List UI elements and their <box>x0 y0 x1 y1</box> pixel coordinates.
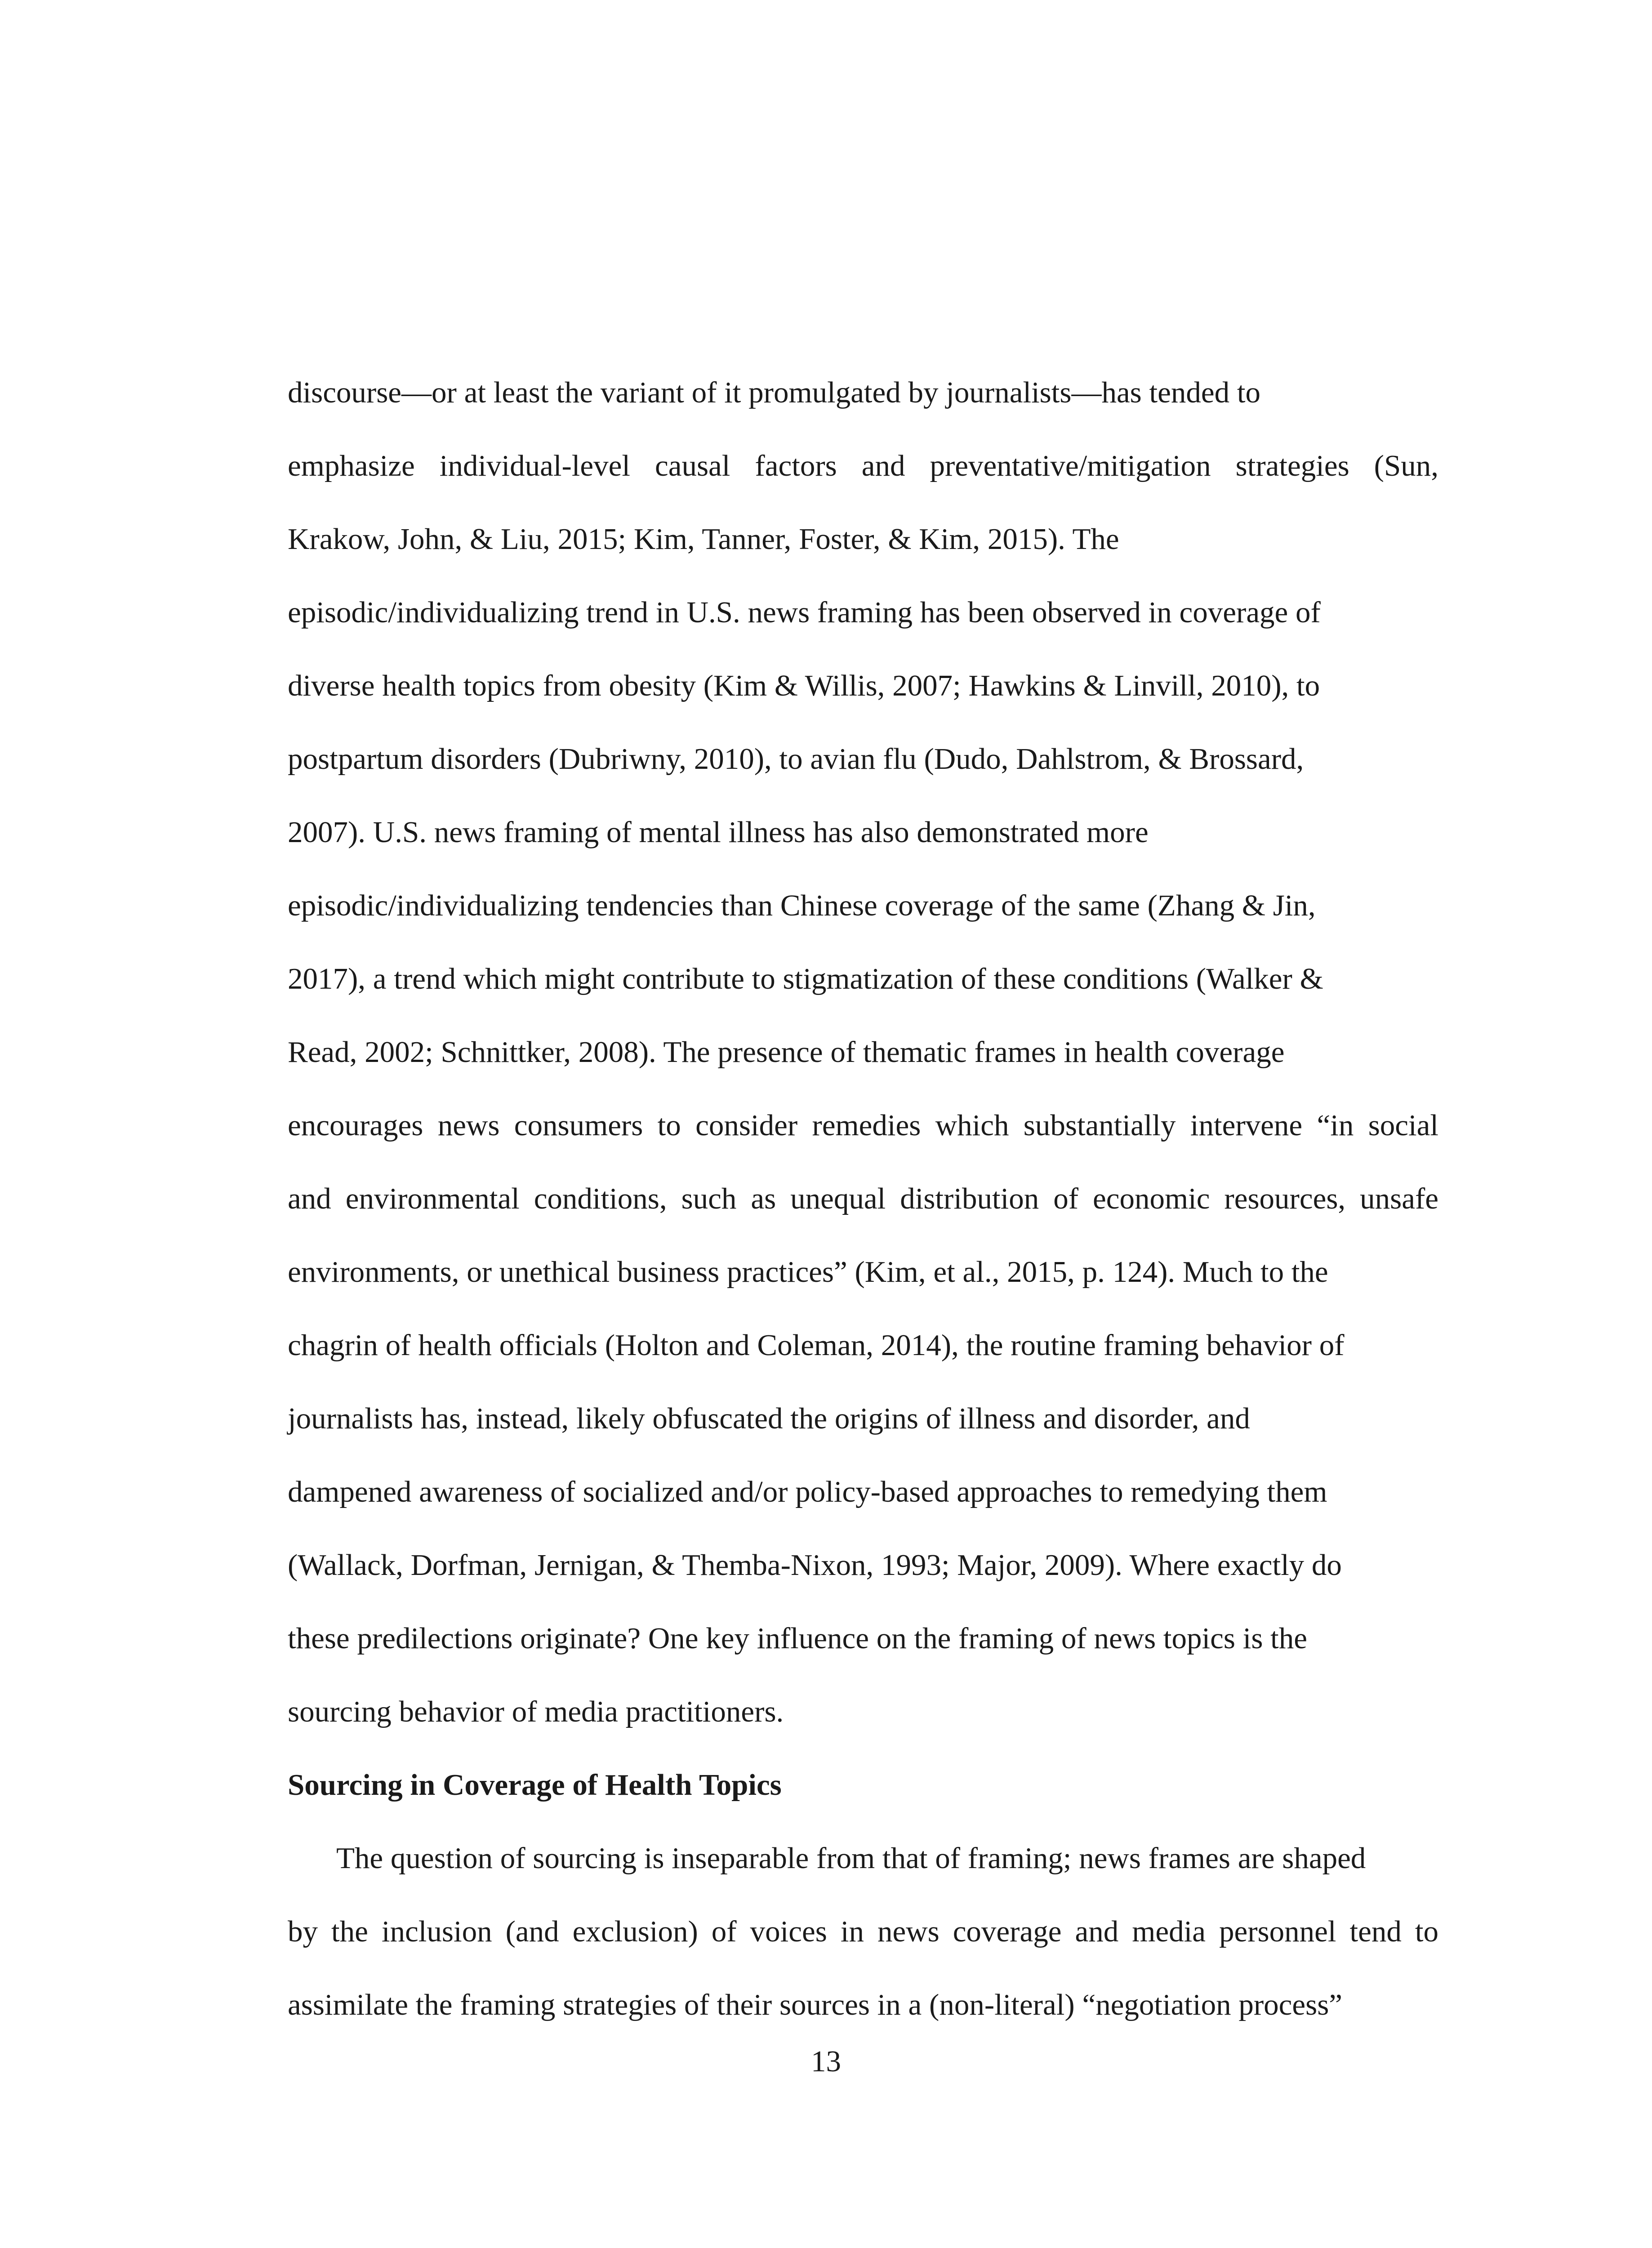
text-line: sourcing behavior of media practitioners. <box>288 1695 784 1728</box>
text-line: diverse health topics from obesity (Kim & Willis, 2007; Hawkins & Linvill, 2010), to <box>288 669 1320 702</box>
text-line: emphasize individual-level causal factors and preventative/mitigation strategies (Sun, <box>288 449 1438 482</box>
section-heading: Sourcing in Coverage of Health Topics <box>288 1768 782 1802</box>
text-line: dampened awareness of socialized and/or policy-based approaches to remedying them <box>288 1475 1327 1508</box>
text-line: journalists has, instead, likely obfuscated the origins of illness and disorder, and <box>288 1402 1250 1435</box>
text-line: these predilections originate? One key influence on the framing of news topics is the <box>288 1622 1307 1655</box>
text-line: (Wallack, Dorfman, Jernigan, & Themba-Nixon, 1993; Major, 2009). Where exactly do <box>288 1548 1342 1582</box>
text-line: 2017), a trend which might contribute to stigmatization of these conditions (Walker & <box>288 962 1323 995</box>
text-line: 2007). U.S. news framing of mental illness has also demonstrated more <box>288 816 1149 849</box>
text-line: Read, 2002; Schnittker, 2008). The presence of thematic frames in health coverage <box>288 1035 1285 1069</box>
text-line: discourse—or at least the variant of it promulgated by journalists—has tended to <box>288 376 1260 409</box>
text-line: environments, or unethical business practices” (Kim, et al., 2015, p. 124). Much to the <box>288 1255 1328 1289</box>
text-line: episodic/individualizing trend in U.S. news framing has been observed in coverage of <box>288 596 1321 629</box>
text-line: Krakow, John, & Liu, 2015; Kim, Tanner, Foster, & Kim, 2015). The <box>288 522 1119 556</box>
text-line: and environmental conditions, such as unequal distribution of economic resources, unsafe <box>288 1182 1438 1215</box>
text-line: by the inclusion (and exclusion) of voices in news coverage and media personnel tend to <box>288 1915 1438 1948</box>
text-line: postpartum disorders (Dubriwny, 2010), to avian flu (Dudo, Dahlstrom, & Brossard, <box>288 742 1304 776</box>
text-line: The question of sourcing is inseparable from that of framing; news frames are shaped <box>336 1842 1366 1875</box>
page-number: 13 <box>811 2045 841 2078</box>
text-line: episodic/individualizing tendencies than Chinese coverage of the same (Zhang & Jin, <box>288 889 1316 922</box>
text-line: assimilate the framing strategies of their sources in a (non-literal) “negotiation process” <box>288 1988 1343 2021</box>
body-text <box>288 356 1438 2042</box>
text-line: encourages news consumers to consider remedies which substantially intervene “in social <box>288 1109 1438 1142</box>
text-line: chagrin of health officials (Holton and Coleman, 2014), the routine framing behavior of <box>288 1329 1345 1362</box>
